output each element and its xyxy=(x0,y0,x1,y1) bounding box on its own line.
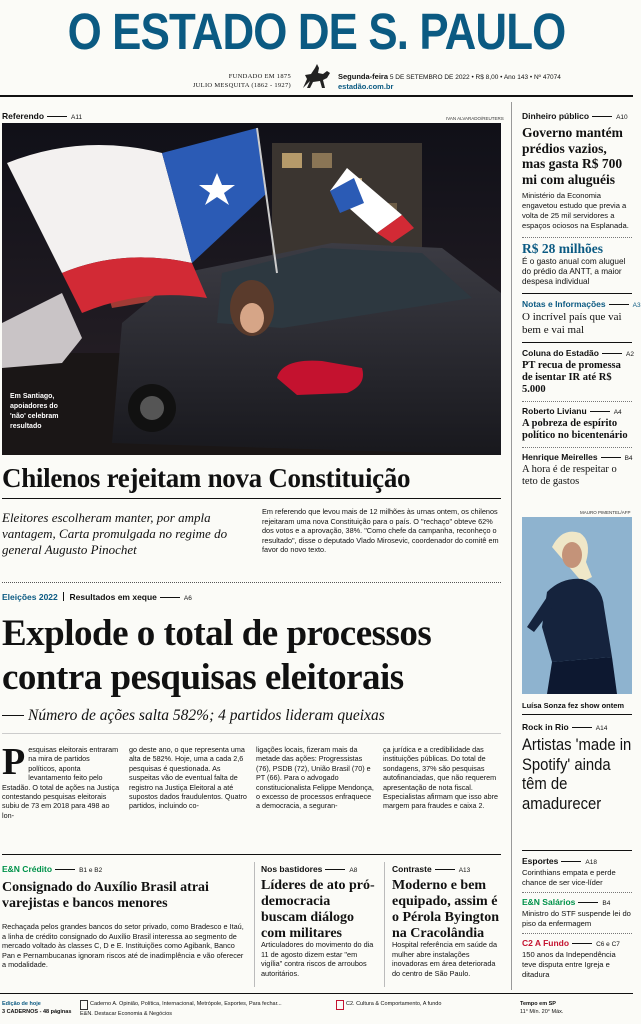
photo-illustration xyxy=(2,123,501,455)
main-body-col4: ça jurídica e a credibilidade das instituições públicas. Do total de sondagens, 37% são pesquisas autofinanciadas, que não requerem apresentação de nota fiscal. Especialistas afirmam que isso abre margem para fraudes e caixa 2. xyxy=(383,745,499,811)
photo-caption: Luísa Sonza fez show ontem xyxy=(522,701,625,710)
section-name: Roberto Livianu xyxy=(522,405,587,416)
divider xyxy=(522,714,632,715)
section-label-c2[interactable] xyxy=(522,938,632,948)
sections-b: E&N. Destacar Economia & Negócios xyxy=(80,1011,173,1017)
section-name: Henrique Meirelles xyxy=(522,451,598,462)
right-item-2[interactable]: O incrível país que vai bem e vai mal xyxy=(522,310,622,336)
page-ref: A18 xyxy=(585,859,597,866)
section-label-livianu[interactable] xyxy=(522,406,632,416)
sections-a: Caderno A. Opinião, Política, Internacional, Metrópole, Esportes, Para fechar... xyxy=(90,1001,282,1007)
divider xyxy=(522,850,632,851)
top-headline[interactable]: Chilenos rejeitam nova Constituição xyxy=(2,463,411,493)
divider xyxy=(384,862,385,987)
photo-credit: IVAN ALVARADO/REUTERS xyxy=(446,116,504,121)
lower-body-1: Rechaçada pelos grandes bancos do setor privado, como Bradesco e Itaú, a linha de crédito consignado do Auxílio Brasil interessa ao segmento de mercado voltado às classes C, D e E. Instituições como Agibank, Banco Pan e Pernambucanas ignoram riscos até de inadimplência e vão oferecer a modalidade. xyxy=(2,922,244,970)
drop-cap: P xyxy=(2,741,26,783)
right-item-9[interactable]: 150 anos da Independência teve disputa entre Igreja e ditadura xyxy=(522,950,616,979)
page-ref: A2 xyxy=(625,350,634,358)
section-c2-icon xyxy=(336,1000,344,1010)
divider xyxy=(2,582,501,583)
right-headline-6[interactable]: Artistas 'made in Spotify' ainda têm de amadurecer xyxy=(522,736,632,813)
section-label-meirelles[interactable] xyxy=(522,452,632,462)
body-text: esquisas eleitorais entraram na mira de partidos políticos, aponta levantamento feito pelo Estadão. O total de ações na Justiça contestando pesquisas eleitorais subiu de 73 em 2018 para 498 ao lon- xyxy=(2,745,120,820)
stat-body: É o gasto anual com aluguel do prédio da ANTT, a maior despesa individual xyxy=(522,256,626,286)
lower-headline-2[interactable]: Líderes de ato pró-democracia buscam diálogo com militares xyxy=(261,878,375,941)
weather xyxy=(520,1000,630,1016)
site-link[interactable]: estadão.com.br xyxy=(338,82,394,91)
right-item-8[interactable]: Ministro do STF suspende lei do piso da enfermagem xyxy=(522,909,631,928)
page-ref: A6 xyxy=(183,595,192,602)
main-dek xyxy=(2,707,385,725)
lower-headline-1[interactable]: Consignado do Auxílio Brasil atrai varejistas e bancos menores xyxy=(2,880,209,911)
top-dek: Eleitores escolheram manter, por ampla vantagem, Carta promulgada no regime do general Augusto Pinochet xyxy=(2,510,228,557)
founded-line xyxy=(193,72,291,90)
section-name: E&N Crédito xyxy=(2,864,53,874)
right-column xyxy=(522,102,641,488)
chile-celebration-photo xyxy=(2,123,501,455)
lower-headline-3[interactable]: Moderno e bem equipado, assim é o Pérola Byington na Cracolândia xyxy=(392,878,500,941)
sections-c2 xyxy=(336,1000,486,1010)
page-ref: A13 xyxy=(458,867,471,874)
footer-divider xyxy=(0,993,633,994)
sections-c2-text: C2. Cultura & Comportamento, A fundo xyxy=(346,1001,442,1007)
divider xyxy=(2,854,501,855)
section-name: C2 A Fundo xyxy=(522,938,570,948)
divider xyxy=(2,733,501,734)
right-item-5[interactable]: A hora é de respeitar o teto de gastos xyxy=(522,463,617,487)
main-body-col3: ligações locais, fizeram mais da metade das ações: Progressistas (76), PSDB (72), União Brasil (70) e PT (66). Para o advogado constitucionalista Felippe Mendonça, o excesso de processos enfraquece a democracia, a seguran- xyxy=(256,745,374,811)
main-body-col2: go deste ano, o que representa uma alta de 582%. Hoje, uma a cada 2,6 pesquisas é questionada. As suspeitas vão de eventual falta de registro na Justiça Eleitoral a até supostos dados fraudulentos. Quatro partidos, incluindo co- xyxy=(129,745,247,811)
date-details: 5 DE SETEMBRO DE 2022 • R$ 8,00 • Ano 143 • Nº 47074 xyxy=(389,74,561,81)
page-ref: A4 xyxy=(613,408,622,416)
lower-body-2: Articuladores do movimento do dia 11 de agosto dizem estar "em vigília" contra riscos de arroubos autoritários. xyxy=(261,940,374,978)
singer-photo xyxy=(522,517,632,694)
right-item-3[interactable]: PT recua de promessa de isentar IR até R$ 5.000 xyxy=(522,359,621,395)
section-label-rock[interactable] xyxy=(522,722,632,732)
main-body-col1 xyxy=(2,741,120,820)
section-name: E&N Salários xyxy=(522,897,576,907)
section-label-bastidores[interactable] xyxy=(261,864,357,874)
weather-label: Tempo em SP xyxy=(520,1001,556,1007)
section-name: Rock in Rio xyxy=(522,722,569,732)
section-name: Contraste xyxy=(392,864,432,874)
page-ref: A14 xyxy=(595,725,608,732)
section-name: Referendo xyxy=(2,111,45,121)
founded-text: FUNDADO EM 1875 xyxy=(228,73,291,80)
right-item-7[interactable]: Corinthians empata e perde chance de ser vice-líder xyxy=(522,868,616,887)
section-label-esportes[interactable] xyxy=(522,856,632,866)
edition-label: Edição de hoje xyxy=(2,1001,41,1007)
photo-credit: MAURO PIMENTEL/AFP xyxy=(580,510,631,515)
page-ref: A10 xyxy=(616,114,628,121)
right-item-4[interactable]: A pobreza de espírito político no bicentenário xyxy=(522,417,628,441)
edition-info xyxy=(2,1000,76,1016)
edition-value: 3 CADERNOS - 48 páginas xyxy=(2,1009,72,1015)
page-ref: B1 e B2 xyxy=(79,867,103,874)
section-label-salarios[interactable] xyxy=(522,897,632,907)
section-label-dinheiro[interactable] xyxy=(522,111,632,121)
section-name: Notas e Informações xyxy=(522,298,606,309)
page-ref: A3 xyxy=(632,301,641,309)
footer xyxy=(0,996,633,1024)
masthead-divider xyxy=(0,95,633,97)
section-label-credito[interactable] xyxy=(2,864,102,874)
masthead xyxy=(0,0,633,92)
subsection-name: Resultados em xeque xyxy=(69,592,157,602)
section-label-contraste[interactable] xyxy=(392,864,470,874)
section-name: Nos bastidores xyxy=(261,864,323,874)
photo-illustration xyxy=(522,517,632,694)
column-divider xyxy=(511,102,512,990)
horse-rider-logo-icon xyxy=(299,62,333,90)
section-label-eleicoes[interactable] xyxy=(2,592,192,602)
lower-body-3: Hospital referência em saúde da mulher abre instalações inovadoras em área deteriorada do centro de São Paulo. xyxy=(392,940,498,978)
page-ref: C6 e C7 xyxy=(596,941,620,948)
page-ref: A8 xyxy=(349,867,358,874)
section-a-icon xyxy=(80,1000,88,1010)
page-ref: A11 xyxy=(71,114,83,121)
section-name: Eleições 2022 xyxy=(2,592,58,602)
newspaper-title: O ESTADO DE S. PAULO xyxy=(67,3,566,60)
main-dek-text: Número de ações salta 582%; 4 partidos lideram queixas xyxy=(28,707,385,724)
date-day: Segunda-feira xyxy=(338,72,389,81)
divider xyxy=(254,862,255,987)
right-column-lower xyxy=(522,722,632,814)
sections-list xyxy=(80,1000,330,1018)
section-label-referendo[interactable] xyxy=(2,111,82,121)
page-ref: B4 xyxy=(602,900,611,907)
section-name: Coluna do Estadão xyxy=(522,347,599,358)
stat-headline: R$ 28 milhões xyxy=(522,241,603,256)
photo-caption: Em Santiago, apoiadores do 'não' celebram resultado xyxy=(10,393,59,430)
right-column-briefs xyxy=(522,856,632,980)
section-label-notas[interactable] xyxy=(522,298,641,309)
top-body: Em referendo que levou mais de 12 milhões às urnas ontem, os chilenos rejeitaram uma nova Constituição para o país. O "rechaço" obteve 62% dos votos e a aprovação, 38%. "Como chefe da campanha, reconheço o resultado", disse o deputado Vlado Mirosevic, coordenador do comitê em favor do novo texto. xyxy=(262,507,499,555)
section-name: Esportes xyxy=(522,856,559,866)
right-headline-1[interactable]: Governo mantém prédios vazios, mas gasta R$ 700 mi com aluguéis xyxy=(522,125,623,187)
page-ref: B4 xyxy=(624,454,633,462)
founder-text: JULIO MESQUITA (1862 - 1927) xyxy=(192,82,291,89)
section-name: Dinheiro público xyxy=(522,111,590,121)
dateline xyxy=(338,72,561,91)
right-body-1: Ministério da Economia engavetou estudo que previa a volta de 25 mil servidores a espaços ociosos na Esplanada. xyxy=(522,191,629,230)
divider xyxy=(2,498,501,499)
main-headline[interactable]: Explode o total de processos contra pesquisas eleitorais xyxy=(2,613,432,698)
weather-value: 11° Mín. 20° Máx. xyxy=(520,1009,564,1015)
section-label-coluna[interactable] xyxy=(522,348,632,358)
